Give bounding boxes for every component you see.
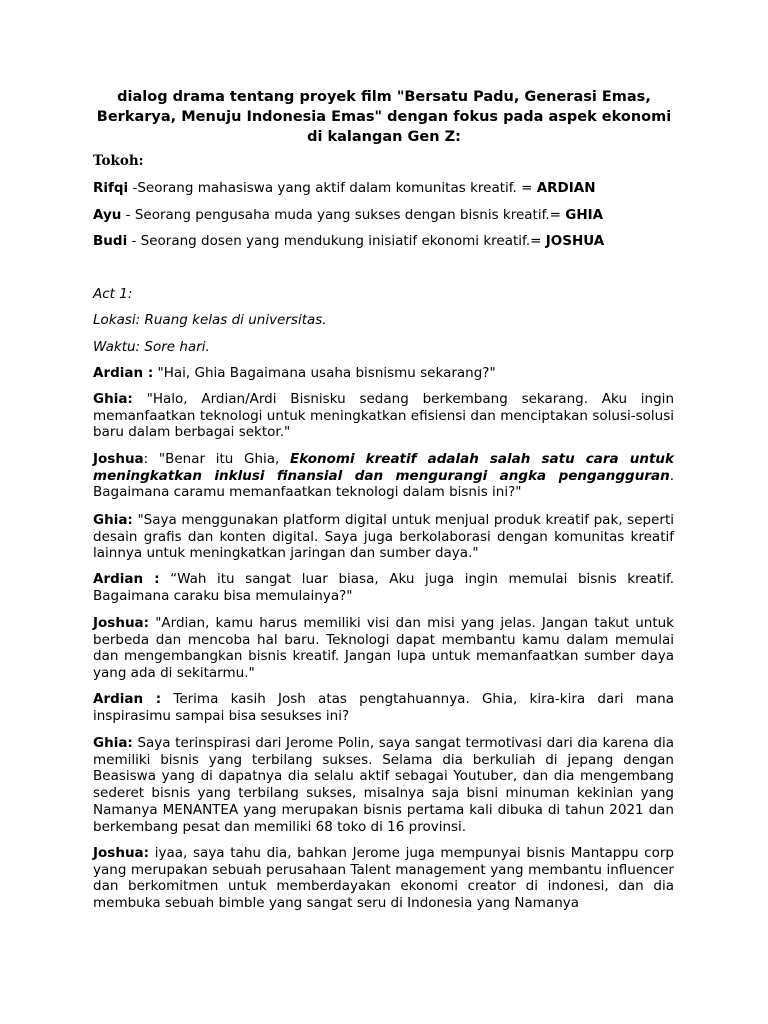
actor-name: GHIA	[565, 207, 604, 223]
cast-line	[93, 206, 693, 224]
dialog-text: Saya terinspirasi dari Jerome Polin, saya sangat termotivasi dari dia karena dia memiliki bisnis yang terbilang sukses. Selama dia berkuliah di jepang dengan Beasiswa yang di dapatnya dia selalu aktif sebagai Youtuber, dan dia mengembang sederet bisnis yang terbilang sukses, misalnya saja bisni minuman kekinian yang Namanya MENANTEA yang merupakan bisnis pertama kali dibuka di tahun 2021 dan berkembang pesat dan memiliki 68 toko di 16 provinsi.	[93, 735, 674, 835]
location-line: Lokasi: Ruang kelas di universitas.	[93, 312, 327, 328]
speaker-name: Ghia:	[93, 391, 133, 407]
dialog-text: "Ardian, kamu harus memiliki visi dan misi yang jelas. Jangan takut untuk berbeda dan mencoba hal baru. Teknologi dapat membantu kamu dalam memulai dan mengembangkan bisnis kreatif. Jangan lupa untuk memanfaatkan sumber daya yang ada di sekitarmu."	[93, 615, 674, 682]
dialog-line	[93, 691, 674, 724]
speaker-name: Joshua:	[93, 615, 150, 631]
speaker-name: Ardian :	[93, 365, 154, 381]
dialog-text: "Saya menggunakan platform digital untuk menjual produk kreatif pak, seperti desain grafis dan konten digital. Saya juga berkolaborasi dengan komunitas kreatif lainnya untuk meningkatkan jaringan dan sumber daya."	[93, 512, 674, 562]
character-name: Budi	[93, 233, 128, 249]
dialog-text: iyaa, saya tahu dia, bahkan Jerome juga mempunyai bisnis Mantappu corp yang merupakan sebuah perusahaan Talent management yang membantu influencer dan berkomitmen untuk memberdayakan ekonomi creator di indonesi, dan dia membuka sebuah bimble yang sangat seru di Indonesia yang Namanya	[93, 845, 674, 912]
dialog-line	[93, 735, 674, 835]
dialog-line	[93, 615, 674, 682]
cast-line	[93, 179, 693, 197]
character-description: - Seorang dosen yang mendukung inisiatif ekonomi kreatif.=	[127, 233, 546, 249]
dialog-text-lead: : "Benar itu Ghia,	[143, 451, 290, 467]
dialog-line	[93, 391, 674, 441]
tokoh-heading: Tokoh:	[93, 153, 144, 169]
time-line: Waktu: Sore hari.	[93, 339, 210, 355]
dialog-text: . Bagaimana caramu memanfaatkan teknologi dalam bisnis ini?"	[93, 467, 674, 501]
speaker-name: Joshua	[93, 451, 144, 467]
dialog-text: “Wah itu sangat luar biasa, Aku juga ingin memulai bisnis kreatif. Bagaimana caraku bisa memulainya?"	[93, 571, 675, 604]
actor-name: JOSHUA	[545, 233, 605, 249]
dialog-line	[93, 571, 674, 604]
act-heading: Act 1:	[93, 286, 133, 302]
character-name: Ayu	[93, 207, 122, 223]
dialog-text: Terima kasih Josh atas pengtahuannya. Ghia, kira-kira dari mana inspirasimu sampai bisa sesukses ini?	[93, 691, 675, 724]
dialog-line	[93, 365, 674, 382]
speaker-name: Ghia:	[93, 512, 133, 528]
document-title: dialog drama tentang proyek film "Bersatu Padu, Generasi Emas, Berkarya, Menuju Indonesia Emas" dengan fokus pada aspek ekonomi di kalangan Gen Z:	[96, 89, 672, 145]
dialog-text: "Halo, Ardian/Ardi Bisnisku sedang berkembang sekarang. Aku ingin memanfaatkan teknologi untuk meningkatkan efisiensi dan menciptakan solusi-solusi baru dalam berbagai sektor."	[93, 391, 674, 441]
character-description: - Seorang pengusaha muda yang sukses dengan bisnis kreatif.=	[121, 207, 566, 223]
cast-line	[93, 232, 693, 250]
dialog-line	[93, 845, 674, 912]
dialog-text: "Hai, Ghia Bagaimana usaha bisnismu sekarang?"	[153, 365, 496, 381]
dialog-line	[93, 512, 674, 562]
speaker-name: Ardian :	[93, 691, 162, 707]
speaker-name: Ghia:	[93, 735, 133, 751]
dialog-line	[93, 451, 674, 501]
speaker-name: Ardian :	[93, 571, 160, 587]
actor-name: ARDIAN	[536, 180, 596, 196]
emphasized-statement: Ekonomi kreatif adalah salah satu cara untuk meningkatkan inklusi finansial dan mengurangi angka pengangguran	[93, 451, 674, 484]
speaker-name: Joshua:	[93, 845, 150, 861]
character-name: Rifqi	[93, 180, 129, 196]
character-description: -Seorang mahasiswa yang aktif dalam komunitas kreatif. =	[128, 180, 537, 196]
